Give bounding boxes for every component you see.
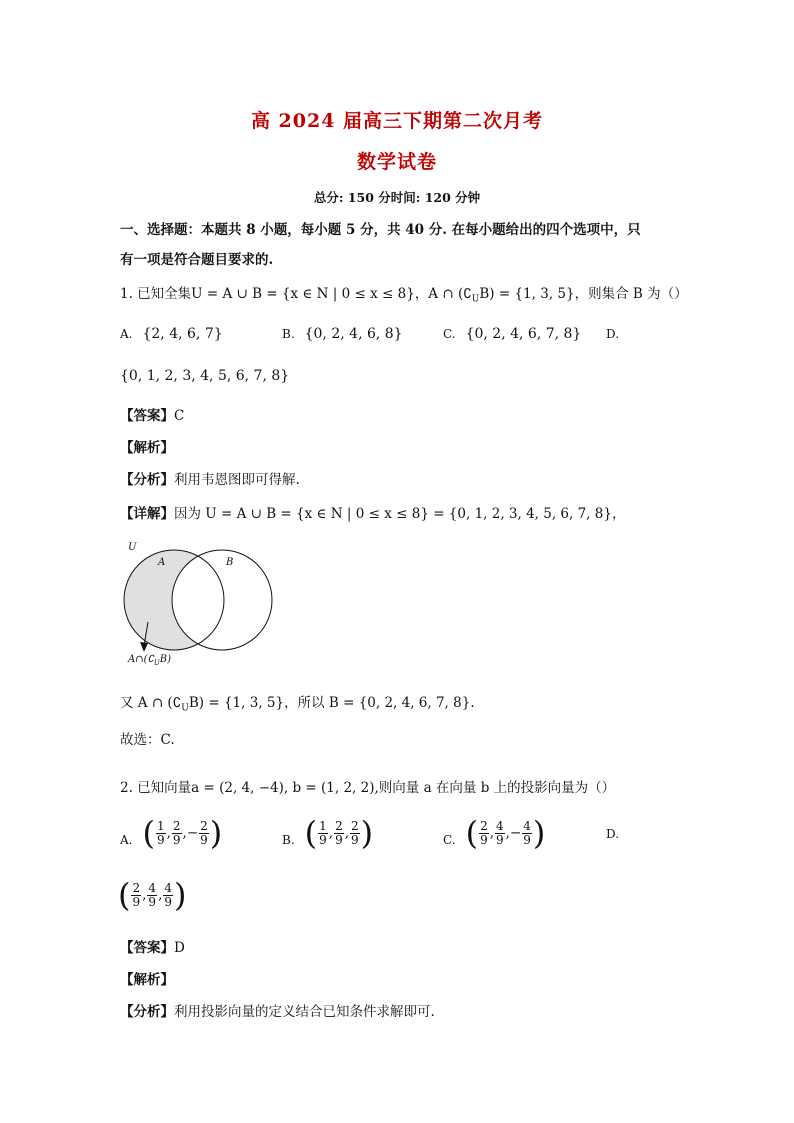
comma-separator: , <box>158 887 163 903</box>
q1-fenxi-text: 利用韦恩图即可得解. <box>174 472 300 488</box>
fraction <box>350 820 360 847</box>
q1-answer <box>120 404 184 424</box>
venn-label-u: U <box>128 542 137 553</box>
q2-answer-value: D <box>174 940 185 956</box>
q1-number: 1. 已知全集 <box>120 286 192 302</box>
fraction-denominator: 9 <box>496 832 504 847</box>
fraction <box>522 820 532 847</box>
fraction-numerator: 1 <box>319 818 327 833</box>
q1-again-tail: B) = {1, 3, 5}，所以 B = {0, 2, 4, 6, 7, 8}. <box>188 695 475 711</box>
comma-separator: , <box>166 825 171 841</box>
q1-xiangjie <box>120 502 625 522</box>
q2-option-d-label: D. <box>606 827 620 841</box>
q1-option-b[interactable] <box>282 326 403 342</box>
q1-condition-2 <box>428 286 575 305</box>
minus-sign: − <box>509 825 522 841</box>
venn-label-a: A <box>158 557 166 568</box>
q2-option-a-label: A. <box>120 833 133 847</box>
fraction-numerator: 2 <box>132 880 141 895</box>
fraction-numerator: 2 <box>335 818 343 833</box>
fraction-numerator: 1 <box>156 818 165 833</box>
q1-cond2-sub: U <box>471 294 480 305</box>
q2-option-c[interactable] <box>443 814 545 852</box>
fraction-numerator: 2 <box>351 818 359 833</box>
q1-again-head: 又 A ∩ (∁ <box>120 695 182 711</box>
q2-option-c-label: C. <box>443 833 456 847</box>
right-paren: ) <box>174 876 187 914</box>
q1-condition-1: U = A ∪ B = {x ∈ N | 0 ≤ x ≤ 8} <box>191 286 415 302</box>
venn-label-b: B <box>226 557 234 568</box>
venn-intersection-mask <box>172 550 272 650</box>
q1-option-d[interactable] <box>606 326 629 342</box>
fraction-denominator: 9 <box>319 832 327 847</box>
comma-separator: , <box>344 825 349 841</box>
q1-comma: ， <box>414 286 429 302</box>
fraction-numerator: 2 <box>200 818 208 833</box>
q1-analysis-tag: 【解析】 <box>120 440 174 456</box>
q2-stem-head: 2. 已知向量 <box>120 780 192 796</box>
q1-option-a-label: A. <box>120 327 133 341</box>
fraction-numerator: 4 <box>148 880 157 895</box>
q2-option-b[interactable] <box>282 814 373 852</box>
arrow-down-icon <box>140 642 148 652</box>
q1-option-d-label: D. <box>606 327 620 341</box>
fraction <box>479 820 489 847</box>
fraction <box>147 882 157 909</box>
q2-option-a[interactable] <box>120 814 222 852</box>
fraction-numerator: 2 <box>480 818 488 833</box>
fraction-denominator: 9 <box>351 832 359 847</box>
fraction <box>318 820 328 847</box>
q2-answer-tag: 【答案】 <box>120 940 174 956</box>
q1-cond2-tail: B) = {1, 3, 5} <box>479 286 575 302</box>
fraction-denominator: 9 <box>172 832 181 847</box>
q1-stem <box>120 282 688 305</box>
comma-separator: , <box>489 825 494 841</box>
comma-separator: , <box>505 825 510 841</box>
q1-choice: 故选：C. <box>120 732 175 748</box>
venn-arrow-label <box>128 654 171 667</box>
q2-option-c-vector <box>466 814 546 852</box>
comma-separator: , <box>182 825 187 841</box>
fraction-denominator: 9 <box>148 894 157 909</box>
q1-option-d-value-line[interactable] <box>120 368 289 384</box>
q1-option-a[interactable] <box>120 326 223 342</box>
fraction <box>131 882 141 909</box>
fraction <box>334 820 344 847</box>
fraction-numerator: 4 <box>523 818 531 833</box>
fraction <box>156 820 166 847</box>
q1-option-c[interactable] <box>443 326 581 342</box>
left-paren: ( <box>304 814 318 852</box>
left-paren: ( <box>118 876 131 914</box>
right-paren: ) <box>209 814 223 852</box>
fraction <box>172 820 182 847</box>
fraction <box>163 882 173 909</box>
q1-fenxi <box>120 468 300 488</box>
fraction-denominator: 9 <box>156 832 165 847</box>
venn-arrow-label-head: A∩(∁ <box>128 654 154 665</box>
fraction-denominator: 9 <box>523 832 531 847</box>
q1-option-b-value: {0, 2, 4, 6, 8} <box>304 326 403 342</box>
q1-tail: ，则集合 B 为（） <box>574 286 688 302</box>
fraction-numerator: 2 <box>172 818 181 833</box>
q2-option-d[interactable] <box>606 826 629 842</box>
fraction-numerator: 4 <box>164 880 172 895</box>
fraction-denominator: 9 <box>164 894 172 909</box>
q2-option-d-vector <box>118 876 186 914</box>
comma-separator: , <box>328 825 334 841</box>
section-heading-line1: 一、选择题：本题共 8 小题，每小题 5 分，共 40 分. 在每小题给出的四个选项中，只 <box>120 222 641 238</box>
q2-option-b-label: B. <box>282 833 295 847</box>
q2-stem-tail: ,则向量 a 在向量 b 上的投影向量为（） <box>374 780 616 796</box>
fraction-denominator: 9 <box>200 832 208 847</box>
exam-meta: 总分: 150 分时间: 120 分钟 <box>313 190 481 205</box>
q1-fenxi-tag: 【分析】 <box>120 472 174 488</box>
q1-option-c-value: {0, 2, 4, 6, 7, 8} <box>465 326 582 342</box>
fraction <box>495 820 505 847</box>
venn-arrow-label-tail: B) <box>159 654 172 665</box>
fraction-numerator: 4 <box>496 818 504 833</box>
fraction-denominator: 9 <box>132 894 141 909</box>
exam-subtitle: 数学试卷 <box>356 151 437 173</box>
right-paren: ) <box>532 814 546 852</box>
right-paren: ) <box>360 814 374 852</box>
q1-again-sub: U <box>181 703 189 714</box>
q1-answer-tag: 【答案】 <box>120 408 174 424</box>
q2-analysis-tag: 【解析】 <box>120 972 174 988</box>
left-paren: ( <box>465 814 479 852</box>
q2-fenxi-tag: 【分析】 <box>120 1004 174 1020</box>
q1-answer-value: C <box>174 408 185 424</box>
q2-answer <box>120 936 185 956</box>
q2-option-b-vector <box>305 814 373 852</box>
q2-option-d-line[interactable] <box>118 876 186 914</box>
comma-separator: , <box>142 887 147 903</box>
q1-xiangjie-tag: 【详解】 <box>120 506 174 522</box>
q1-again <box>120 691 475 714</box>
q1-option-a-value: {2, 4, 6, 7} <box>142 326 223 342</box>
q2-fenxi <box>120 1000 435 1020</box>
section-heading-line2: 有一项是符合题目要求的. <box>120 252 274 268</box>
left-paren: ( <box>142 814 155 852</box>
minus-sign: − <box>186 825 199 841</box>
q2-fenxi-text: 利用投影向量的定义结合已知条件求解即可. <box>174 1004 435 1020</box>
venn-arrow-label-sub: U <box>153 659 160 667</box>
q1-xiangjie-text: 因为 U = A ∪ B = {x ∈ N | 0 ≤ x ≤ 8} = {0, 1, 2, 3, 4, 5, 6, 7, 8}， <box>174 506 626 522</box>
q1-option-d-value: {0, 1, 2, 3, 4, 5, 6, 7, 8} <box>120 368 290 384</box>
q2-stem <box>120 776 615 796</box>
fraction-denominator: 9 <box>480 832 488 847</box>
q2-option-a-vector <box>142 814 222 852</box>
fraction <box>199 820 209 847</box>
fraction-denominator: 9 <box>335 832 343 847</box>
q1-cond2-head: A ∩ (∁ <box>428 286 472 302</box>
q2-vectors: a = (2, 4, −4), b = (1, 2, 2) <box>191 780 375 796</box>
q1-option-c-label: C. <box>443 327 456 341</box>
exam-title: 高 2024 届高三下期第二次月考 <box>250 110 544 132</box>
q1-option-b-label: B. <box>282 327 295 341</box>
